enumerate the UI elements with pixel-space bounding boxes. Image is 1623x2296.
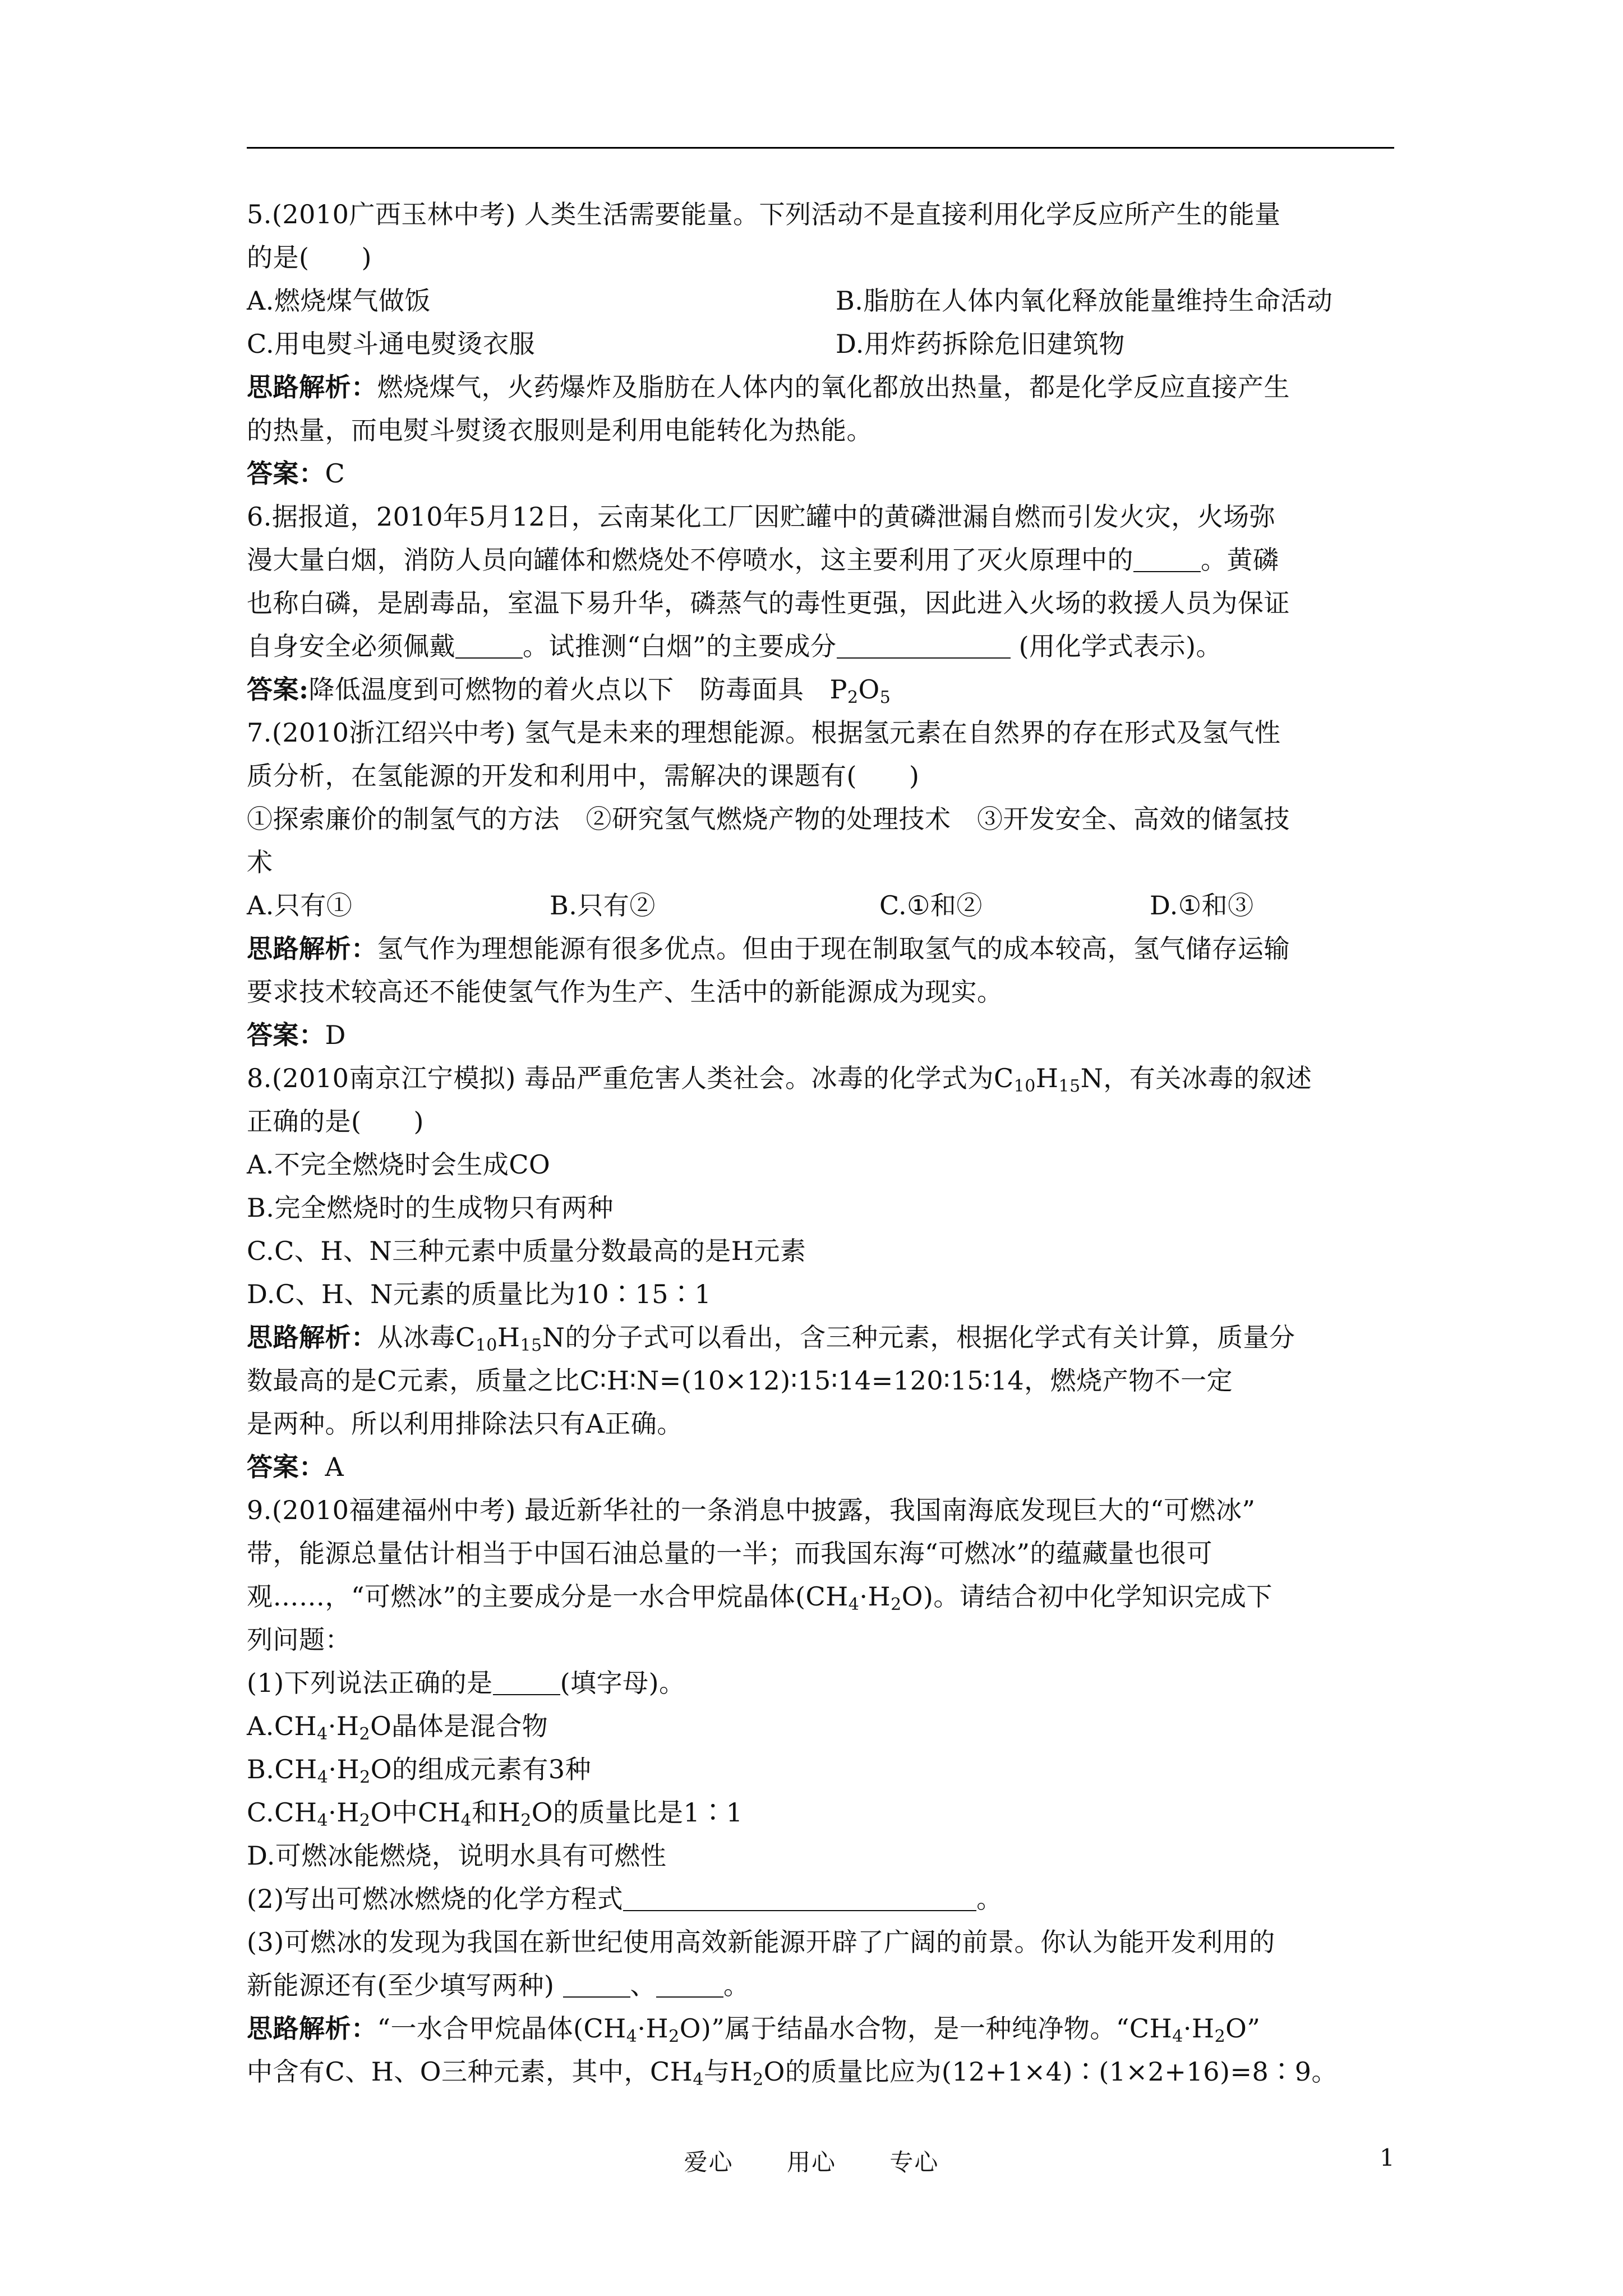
q7-analysis-text1: 氢气作为理想能源有很多优点。但由于现在制取氢气的成本较高，氢气储存运输 <box>377 933 1290 964</box>
q5-option-c: C.用电熨斗通电熨烫衣服 <box>247 329 536 359</box>
subscript-2: 2 <box>753 2070 764 2090</box>
header-rule <box>247 147 1394 149</box>
q5-answer-value: C <box>325 458 345 489</box>
q8-option-a: A.不完全燃烧时会生成CO <box>247 1149 551 1180</box>
q9-analysis-label: 思路解析： <box>247 2013 377 2044</box>
q9-option-d: D.可燃冰能燃烧，说明水具有可燃性 <box>247 1841 667 1871</box>
q7-items: ①探索廉价的制氢气的方法 ②研究氢气燃烧产物的处理技术 ③开发安全、高效的储氢技 <box>247 804 1290 834</box>
subscript-2: 2 <box>1214 2027 1226 2046</box>
q8-analysis-h: H <box>497 1322 520 1352</box>
subscript-4: 4 <box>317 1768 329 1787</box>
q9-part3-text: 新能源还有(至少填写两种) <box>247 1970 563 2000</box>
q8-option-b: B.完全燃烧时的生成物只有两种 <box>247 1193 614 1223</box>
page-number: 1 <box>1380 2144 1395 2171</box>
q9-line3-text: 观……，“可燃冰”的主要成分是一水合甲烷晶体(CH <box>247 1581 849 1612</box>
q9-analysis-line1 <box>247 2007 1394 2050</box>
q8-option-c: C.C、H、N三种元素中质量分数最高的是H元素 <box>247 1236 806 1266</box>
subscript-4: 4 <box>317 1724 328 1744</box>
q8-line1 <box>247 1057 1394 1100</box>
q7-analysis-label: 思路解析： <box>247 933 377 964</box>
q9-part2-tail: 。 <box>976 1884 1003 1914</box>
q9-blank-4[interactable] <box>656 1972 723 1998</box>
q8-line2: 正确的是( ) <box>247 1106 424 1137</box>
q8-analysis-line2: 数最高的是C元素，质量之比C∶H∶N=(10×12)∶15∶14=120∶15∶14，燃烧产物不一定 <box>247 1365 1233 1396</box>
q7-option-d: D.①和③ <box>1150 890 1254 921</box>
footer-item-1: 爱心 <box>684 2148 734 2176</box>
q9-part1-tail: (填字母)。 <box>560 1668 685 1698</box>
q8-sub-15: 15 <box>1058 1076 1081 1096</box>
subscript-4: 4 <box>460 1811 472 1830</box>
q7-option-b: B.只有② <box>550 890 656 921</box>
q9-part2-text: (2)写出可燃冰燃烧的化学方程式 <box>247 1884 624 1914</box>
q6-line2-tail: 。黄磷 <box>1201 545 1279 575</box>
q9-part3-tail: 。 <box>723 1970 750 2000</box>
q8-analysis-label: 思路解析： <box>247 1322 377 1352</box>
q6-line4-mid: 。试推测“白烟”的主要成分 <box>523 631 837 661</box>
q9-opt-c-mid: ·H <box>328 1797 359 1828</box>
q9-analysis-a: “一水合甲烷晶体(CH <box>377 2013 626 2044</box>
q6-blank-1[interactable] <box>1133 546 1201 572</box>
q5-stem-line1: 5.(2010广西玉林中考) 人类生活需要能量。下列活动不是直接利用化学反应所产生的能量 <box>247 199 1281 229</box>
document-body <box>247 193 1394 2093</box>
q6-line4-tail: (用化学式表示)。 <box>1010 631 1223 661</box>
q9-opt-b-mid: ·H <box>328 1754 360 1784</box>
q9-opt-a-post: O晶体是混合物 <box>370 1711 548 1741</box>
q7-line1: 7.(2010浙江绍兴中考) 氢气是未来的理想能源。根据氢元素在自然界的存在形式及氢气性 <box>247 717 1281 748</box>
q5-analysis-line2: 的热量，而电熨斗熨烫衣服则是利用电能转化为热能。 <box>247 415 873 445</box>
q6-line2-text: 漫大量白烟，消防人员向罐体和燃烧处不停喷水，这主要利用了灭火原理中的 <box>247 545 1133 575</box>
q6-line4-text: 自身安全必须佩戴 <box>247 631 455 661</box>
subscript-4: 4 <box>626 2027 638 2046</box>
q9-line3-tail: O)。请结合初中化学知识完成下 <box>901 1581 1272 1612</box>
q7-analysis-line2: 要求技术较高还不能使氢气作为生产、生活中的新能源成为现实。 <box>247 977 1003 1007</box>
q7-items-line2: 术 <box>247 847 273 877</box>
q6-answer-2: 防毒面具 <box>699 674 804 705</box>
q5-option-d: D.用炸药拆除危旧建筑物 <box>836 329 1125 359</box>
subscript-4: 4 <box>1172 2027 1183 2046</box>
q6-line1: 6.据报道，2010年5月12日，云南某化工厂因贮罐中的黄磷泄漏自燃而引发火灾，火场弥 <box>247 501 1276 532</box>
q7-analysis-line1 <box>247 927 1394 970</box>
q9-analysis-b: ·H <box>637 2013 669 2044</box>
q7-line2: 质分析，在氢能源的开发和利用中，需解决的课题有( ) <box>247 761 920 791</box>
q9-blank-1[interactable] <box>493 1669 560 1695</box>
q6-answer-3: $P_2O_5$ <box>829 674 891 707</box>
q5-answer-label: 答案： <box>247 458 325 489</box>
q9-part3-line2 <box>247 1964 1394 2007</box>
q8-line1-text: 8.(2010南京江宁模拟) 毒品严重危害人类社会。冰毒的化学式为C <box>247 1063 1014 1093</box>
q6-blank-2[interactable] <box>455 633 523 659</box>
q8-analysis-text1: 从冰毒C <box>377 1322 476 1352</box>
q8-analysis-sub-10: 10 <box>475 1336 497 1355</box>
q6-answer <box>247 668 1394 711</box>
q7-option-c: C.①和② <box>879 890 983 921</box>
q9-option-b <box>247 1748 1394 1791</box>
q5-analysis-text1: 燃烧煤气，火药爆炸及脂肪在人体内的氧化都放出热量，都是化学反应直接产生 <box>377 372 1290 402</box>
q9-analysis-l2b: 与H <box>703 2056 753 2087</box>
q9-option-c <box>247 1791 1394 1834</box>
q8-answer-label: 答案： <box>247 1452 325 1482</box>
subscript-2: 2 <box>668 2027 680 2046</box>
q8-line1-tail: N，有关冰毒的叙述 <box>1080 1063 1312 1093</box>
q9-opt-c-mid3: 和H <box>472 1797 521 1828</box>
q9-opt-c-mid2: O中CH <box>370 1797 461 1828</box>
q9-analysis-e: O” <box>1225 2013 1261 2044</box>
q5-options-row2 <box>247 323 1394 366</box>
q5-analysis-label: 思路解析： <box>247 372 377 402</box>
q9-analysis-l2c: O的质量比应为(12+1×4)∶(1×2+16)=8∶9。 <box>763 2056 1338 2087</box>
q6-answer-label: 答案: <box>247 674 309 705</box>
subscript-2: 2 <box>359 1768 371 1787</box>
q9-line1: 9.(2010福建福州中考) 最近新华社的一条消息中披露，我国南海底发现巨大的“可燃冰” <box>247 1495 1256 1525</box>
q9-opt-b-post: O的组成元素有3种 <box>370 1754 592 1784</box>
q6-answer-1: 降低温度到可燃物的着火点以下 <box>308 674 674 705</box>
subscript-4: 4 <box>693 2070 704 2090</box>
q9-analysis-l2a: 中含有C、H、O三种元素，其中，CH <box>247 2056 693 2087</box>
q7-options <box>247 884 1394 927</box>
subscript-2: 2 <box>359 1724 371 1744</box>
subscript-4: 4 <box>317 1811 329 1830</box>
q9-line3-dot: ·H <box>859 1581 891 1612</box>
q6-blank-3[interactable] <box>837 633 1011 659</box>
q5-stem-line2: 的是( ) <box>247 242 372 273</box>
q7-answer <box>247 1014 1394 1057</box>
q9-part1-text: (1)下列说法正确的是 <box>247 1668 493 1698</box>
q9-part3-sep: 、 <box>630 1970 657 2000</box>
subscript-2: 2 <box>891 1595 902 1614</box>
q8-answer-value: A <box>325 1452 344 1482</box>
q5-option-b: B.脂肪在人体内氧化释放能量维持生命活动 <box>836 286 1333 316</box>
q9-opt-a-mid: ·H <box>328 1711 359 1741</box>
q5-options-row1 <box>247 279 1394 323</box>
q7-option-a: A.只有① <box>247 890 353 921</box>
q8-analysis-text1-tail: N的分子式可以看出，含三种元素，根据化学式有关计算，质量分 <box>542 1322 1295 1352</box>
q9-analysis-line2 <box>247 2050 1394 2093</box>
q9-line3 <box>247 1575 1394 1618</box>
q9-opt-c-post: O的质量比是1∶1 <box>531 1797 743 1828</box>
q9-opt-a-pre: A.CH <box>247 1711 317 1741</box>
q9-opt-b-pre: B.CH <box>247 1754 317 1784</box>
q6-line4 <box>247 625 1394 668</box>
q9-blank-3[interactable] <box>563 1972 630 1998</box>
q8-answer <box>247 1446 1394 1489</box>
q9-line2: 带，能源总量估计相当于中国石油总量的一半；而我国东海“可燃冰”的蕴藏量也很可 <box>247 1538 1213 1568</box>
q8-option-d: D.C、H、N元素的质量比为10∶15∶1 <box>247 1279 712 1309</box>
q9-part2 <box>247 1878 1394 1921</box>
q9-analysis-d: ·H <box>1183 2013 1215 2044</box>
subscript-2: 2 <box>520 1811 532 1830</box>
q9-analysis-c: O)”属于结晶水合物，是一种纯净物。“CH <box>679 2013 1173 2044</box>
footer-item-2: 用心 <box>786 2148 836 2176</box>
q5-answer <box>247 452 1394 495</box>
q9-opt-c-pre: C.CH <box>247 1797 317 1828</box>
q8-analysis-line1 <box>247 1316 1394 1359</box>
subscript-4: 4 <box>848 1595 860 1614</box>
q8-sub-10: 10 <box>1013 1076 1036 1096</box>
footer-item-3: 专心 <box>889 2148 939 2176</box>
q9-blank-2[interactable] <box>623 1885 976 1911</box>
q9-part1 <box>247 1662 1394 1705</box>
q8-h: H <box>1035 1063 1059 1093</box>
subscript-2: 2 <box>359 1811 371 1830</box>
q8-analysis-sub-15: 15 <box>520 1336 542 1355</box>
q8-analysis-line3: 是两种。所以利用排除法只有A正确。 <box>247 1409 683 1439</box>
q9-part3: (3)可燃冰的发现为我国在新世纪使用高效新能源开辟了广阔的前景。你认为能开发利用的 <box>247 1927 1275 1957</box>
q6-line3: 也称白磷，是剧毒品，室温下易升华，磷蒸气的毒性更强，因此进入火场的救援人员为保证 <box>247 588 1290 618</box>
q7-answer-value: D <box>325 1020 346 1050</box>
q9-line4: 列问题： <box>247 1625 351 1655</box>
q5-analysis-line1 <box>247 366 1394 409</box>
q9-option-a <box>247 1705 1394 1748</box>
q6-line2 <box>247 539 1394 582</box>
q7-answer-label: 答案： <box>247 1020 325 1050</box>
q5-option-a: A.燃烧煤气做饭 <box>247 286 431 316</box>
